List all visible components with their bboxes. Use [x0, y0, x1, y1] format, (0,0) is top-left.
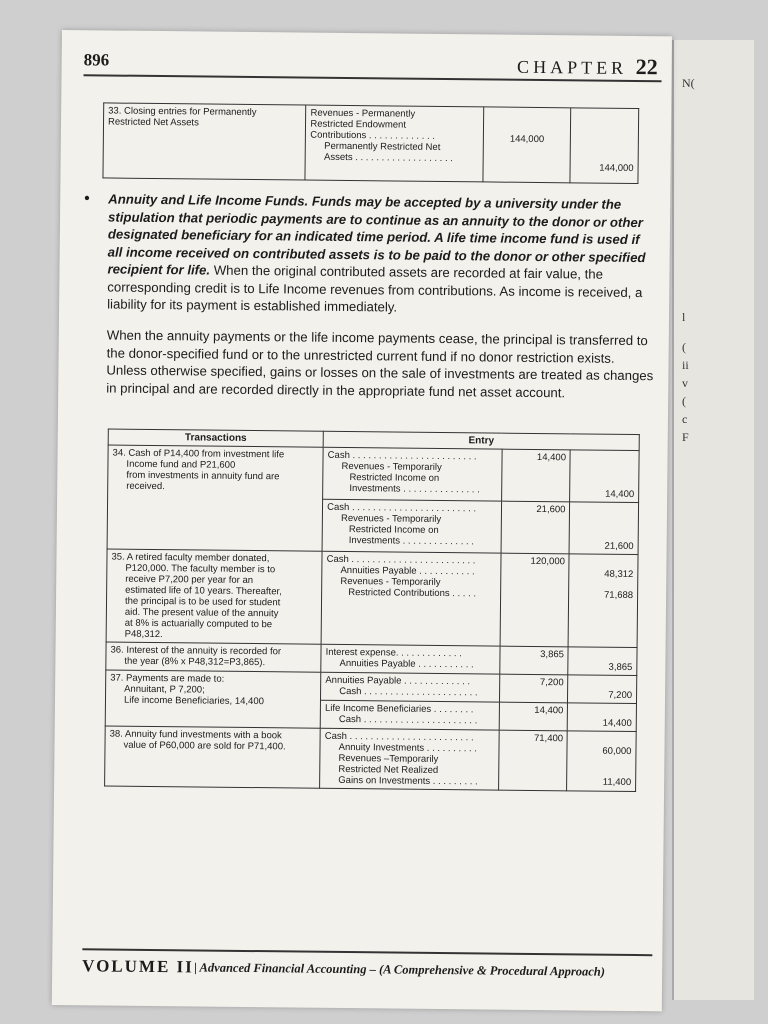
- credit-cell: [570, 450, 639, 503]
- chapter-number: 22: [635, 54, 658, 80]
- account-line: Restricted Income on: [349, 472, 440, 484]
- credit-cell: [568, 703, 637, 732]
- account-line: Cash . . . . . . . . . . . . . . . . . . . . . .: [339, 685, 478, 699]
- page-header: [84, 46, 662, 82]
- credit-amount: 60,000: [602, 745, 632, 758]
- account-line: Restricted Contributions . . . . .: [348, 587, 477, 600]
- transactions-header: Transactions: [108, 429, 323, 447]
- credit-amount: 11,400: [602, 776, 632, 789]
- transaction-text: 33. Closing entries for Permanently Restricted Net Assets: [107, 105, 257, 129]
- table-row: [103, 103, 639, 184]
- accounts-cell: [321, 644, 500, 674]
- page-number: 896: [83, 50, 110, 70]
- credit-cell: [570, 108, 639, 184]
- credit-amount: 7,200: [608, 689, 633, 702]
- adjacent-page-fragment: N(: [682, 76, 695, 90]
- page-footer: [82, 948, 652, 986]
- debit-amount: 7,200: [539, 677, 564, 689]
- accounts-cell: [320, 728, 499, 790]
- accounts-cell: [321, 551, 501, 646]
- credit-cell: [569, 554, 639, 648]
- transaction-cell: [105, 726, 321, 788]
- account-line: Restricted Income on: [348, 524, 439, 536]
- account-line: Cash . . . . . . . . . . . . . . . . . . . . . .: [338, 713, 478, 727]
- accounts-cell: [322, 499, 501, 553]
- account-line: Permanently Restricted Net: [324, 140, 441, 153]
- transaction-line: receive P7,200 per year for an: [125, 573, 254, 587]
- transaction-line: estimated life of 10 years. Thereafter,: [125, 584, 282, 598]
- debit-cell: [499, 702, 568, 731]
- account-line: Assets . . . . . . . . . . . . . . . . . . .: [324, 151, 453, 165]
- annuity-definition-normal: When the original contributed assets are recorded at fair value, the corresponding credit is to Life Income revenues from contributions. As income is received, a liability for its payment is established immediately.: [107, 262, 643, 315]
- credit-amount: 71,688: [603, 589, 634, 602]
- table-row: [106, 549, 638, 648]
- account-line: Restricted Endowment: [310, 118, 407, 131]
- account-line: Cash . . . . . . . . . . . . . . . . . . . . . . . .: [326, 553, 476, 567]
- principal-paragraph: When the annuity payments or the life income payments cease, the principal is transferred to the donor-specified fund or to the unrestricted current fund if no donor restriction exists. Unless otherwise specified, gains or losses on the sale of investments are treated as changes in principal and are recorded directly in the appropriate fund net asset account.: [106, 327, 654, 400]
- transaction-line: from investments in annuity fund are: [126, 469, 280, 483]
- account-line: Annuities Payable . . . . . . . . . . . . .: [325, 674, 471, 688]
- account-line: Gains on Investments . . . . . . . . .: [338, 774, 478, 788]
- bullet-icon: •: [84, 190, 90, 208]
- transaction-line: 37. Payments are made to:: [110, 672, 225, 685]
- transaction-line: the year (8% x P48,312=P3,865).: [124, 655, 266, 669]
- table-row: [106, 670, 637, 704]
- debit-amount: 21,600: [536, 503, 566, 516]
- transaction-line: 38. Annuity fund investments with a book: [109, 728, 282, 742]
- adjacent-page-fragment: F: [682, 430, 689, 444]
- debit-cell: [498, 730, 567, 791]
- debit-cell: [500, 646, 569, 675]
- credit-amount: 144,000: [599, 162, 634, 174]
- table-row: [108, 445, 640, 503]
- account-line: Investments . . . . . . . . . . . . . .: [348, 535, 474, 548]
- account-line: Revenues - Permanently: [310, 107, 416, 120]
- account-line: Cash . . . . . . . . . . . . . . . . . . . . . . . .: [327, 501, 477, 515]
- account-line: Cash . . . . . . . . . . . . . . . . . . . . . . . .: [327, 449, 477, 463]
- debit-amount: 120,000: [530, 555, 565, 568]
- debit-cell: [483, 107, 571, 183]
- credit-amount: 21,600: [604, 540, 634, 553]
- transaction-line: received.: [126, 480, 165, 493]
- credit-cell: [570, 502, 639, 555]
- credit-amount: 14,400: [605, 488, 635, 501]
- account-line: Revenues - Temporarily: [340, 512, 442, 525]
- credit-cell: [568, 675, 637, 704]
- volume-label: VOLUME II: [82, 956, 194, 977]
- transaction-line: at 8% is actuarially computed to be: [124, 617, 273, 631]
- transaction-cell: [106, 642, 321, 672]
- accounts-cell: [321, 672, 500, 702]
- adjacent-page-fragment: l: [682, 310, 686, 324]
- table-row: [105, 726, 637, 792]
- chapter-word: CHAPTER: [517, 56, 628, 78]
- debit-amount: 14,400: [536, 451, 567, 464]
- transaction-line: aid. The present value of the annuity: [124, 606, 279, 620]
- book-subtitle: | Advanced Financial Accounting – (A Comprehensive & Procedural Approach): [194, 960, 606, 979]
- credit-amount: 48,312: [604, 568, 634, 581]
- chapter-heading: [517, 53, 658, 80]
- account-line: Revenues - Temporarily: [340, 575, 441, 588]
- accounts-cell: [320, 700, 499, 730]
- account-line: Revenues –Temporarily: [338, 752, 439, 765]
- adjacent-page-fragment: ii: [682, 358, 689, 372]
- account-line: Life Income Beneficiaries . . . . . . . .: [324, 702, 474, 716]
- annuity-definition-bold: Annuity and Life Income Funds. Funds may be accepted by a university under the stipulation that periodic payments are to continue as an annuity to the donor or other designated beneficiary for an indicated time period. A life time income fund is used if all income received on contributed assets is to be paid to the donor or other specified recipient for life.: [107, 191, 646, 278]
- account-line: Investments . . . . . . . . . . . . . . .: [349, 483, 480, 496]
- transaction-cell: [106, 549, 322, 644]
- transaction-line: value of P60,000 are sold for P71,400.: [123, 739, 286, 753]
- credit-cell: [568, 647, 637, 676]
- accounts-cell: [323, 447, 502, 501]
- adjacent-page-fragment: v: [682, 376, 688, 390]
- transaction-line: Life income Beneficiaries, 14,400: [123, 694, 264, 708]
- closing-entry-table: [102, 102, 639, 184]
- transaction-line: 36. Interest of the annuity is recorded for: [110, 644, 282, 658]
- journal-entry-table: [104, 429, 640, 793]
- account-line: Contributions . . . . . . . . . . . . .: [310, 129, 435, 142]
- transaction-line: Income fund and P21,600: [126, 458, 236, 471]
- transaction-line: Annuitant, P 7,200;: [124, 683, 205, 696]
- adjacent-page-fragment: (: [682, 394, 686, 408]
- transaction-line: 34. Cash of P14,400 from investment life: [112, 447, 285, 461]
- credit-amount: 14,400: [602, 717, 632, 730]
- credit-amount: 3,865: [608, 661, 633, 674]
- transaction-line: 35. A retired faculty member donated,: [111, 551, 270, 565]
- accounts-cell: [305, 105, 484, 182]
- adjacent-page-fragment: (: [682, 340, 686, 354]
- transaction-line: the principal is to be used for student: [124, 595, 281, 609]
- annuity-paragraph: [107, 190, 656, 318]
- adjacent-page-edge: [672, 40, 754, 1000]
- debit-amount: 3,865: [540, 649, 565, 661]
- transaction-cell: [105, 670, 321, 728]
- account-line: Restricted Net Realized: [338, 763, 439, 776]
- book-page: [52, 30, 672, 1011]
- debit-amount: 71,400: [533, 732, 564, 745]
- entry-header: Entry: [323, 431, 639, 450]
- account-line: Cash . . . . . . . . . . . . . . . . . . . . . . . .: [324, 730, 474, 744]
- debit-cell: [501, 501, 570, 554]
- transaction-cell: [107, 445, 323, 551]
- debit-amount: 144,000: [509, 133, 545, 146]
- transaction-line: P120,000. The faculty member is to: [125, 562, 276, 576]
- account-line: Annuity Investments . . . . . . . . . .: [338, 741, 478, 755]
- account-line: Interest expense. . . . . . . . . . . . .: [325, 646, 462, 660]
- debit-cell: [500, 553, 570, 647]
- transaction-line: P48,312.: [124, 628, 163, 641]
- credit-cell: [567, 731, 636, 792]
- debit-cell: [499, 674, 568, 703]
- account-line: Annuities Payable . . . . . . . . . . .: [340, 564, 475, 578]
- account-line: Revenues - Temporarily: [341, 460, 442, 474]
- debit-amount: 14,400: [534, 704, 564, 717]
- adjacent-page-fragment: c: [682, 412, 688, 426]
- account-line: Annuities Payable . . . . . . . . . . .: [339, 657, 474, 671]
- transaction-cell: [103, 103, 306, 180]
- debit-cell: [501, 449, 570, 502]
